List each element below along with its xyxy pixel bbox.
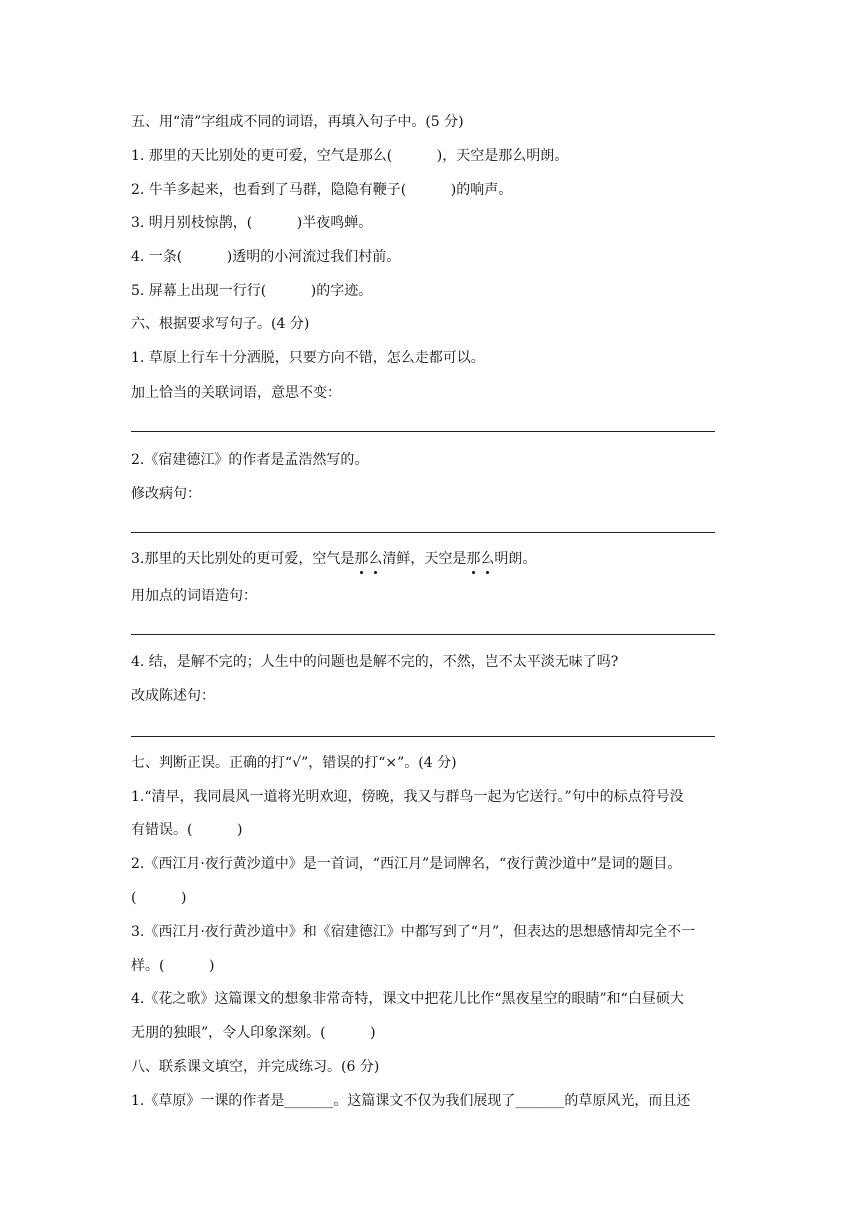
section-5-title: 五、用“清”字组成不同的词语，再填入句子中。(5 分) (131, 114, 464, 130)
section-7-line: 样。( ) (131, 958, 215, 974)
section-7-line: ( ) (131, 890, 187, 906)
section-5-item-5: 5. 屏幕上出现一行行( )的字迹。 (131, 283, 373, 299)
section-6-q4-instruction: 改成陈述句： (131, 688, 215, 704)
dotted-char: 么 (480, 551, 495, 567)
section-7-line: 有错误。( ) (131, 822, 243, 838)
section-7-title: 七、判断正误。正确的打“√”，错误的打“×”。(4 分) (131, 755, 457, 771)
section-5-item-4: 4. 一条( )透明的小河流过我们村前。 (131, 249, 401, 265)
q3-part-1: 3.那里的天比别处的更可爱，空气是 (131, 551, 355, 567)
section-5-item-3: 3. 明月别枝惊鹊，( )半夜鸣蝉。 (131, 215, 373, 231)
answer-line-q2[interactable] (131, 532, 715, 533)
q3-part-3: 明朗。 (494, 551, 537, 567)
section-6-q3-instruction: 用加点的词语造句： (131, 588, 257, 604)
q3-part-2: 清鲜，天空是 (382, 551, 467, 567)
section-8-line: 1.《草原》一课的作者是_______。这篇课文不仅为我们展现了_______的草原风光，而且还 (131, 1093, 691, 1109)
section-7-line: 1.“清早，我同晨风一道将光明欢迎，傍晚，我又与群鸟一起为它送行。”句中的标点符号没 (131, 789, 684, 805)
section-6-q4-text: 4. 结，是解不完的；人生中的问题也是解不完的，不然，岂不太平淡无味了吗? (131, 654, 619, 670)
answer-line-q1[interactable] (131, 431, 715, 432)
section-5-item-2: 2. 牛羊多起来，也看到了马群，隐隐有鞭子( )的响声。 (131, 182, 513, 198)
answer-line-q4[interactable] (131, 736, 715, 737)
section-6-title: 六、根据要求写句子。(4 分) (131, 316, 310, 332)
section-6-q1-text: 1. 草原上行车十分洒脱，只要方向不错，怎么走都可以。 (131, 350, 485, 366)
dotted-char: 那 (466, 551, 481, 567)
section-7-line: 4.《花之歌》这篇课文的想象非常奇特，课文中把花儿比作“黑夜星空的眼睛”和“白昼硕大 (131, 991, 684, 1007)
section-8-title: 八、联系课文填空，并完成练习。(6 分) (131, 1059, 380, 1075)
section-6-q1-instruction: 加上恰当的关联词语，意思不变： (131, 385, 341, 401)
dotted-char: 么 (368, 551, 383, 567)
dotted-char: 那 (354, 551, 369, 567)
section-7-line: 无朋的独眼”，令人印象深刻。( ) (131, 1025, 376, 1041)
section-6-q2-text: 2.《宿建德江》的作者是孟浩然写的。 (131, 452, 369, 468)
section-6-q3-text (131, 549, 536, 569)
section-7-line: 3.《西江月·夜行黄沙道中》和《宿建德江》中都写到了“月”，但表达的思想感情却完全不一 (131, 924, 696, 940)
section-5-item-1: 1. 那里的天比别处的更可爱，空气是那么( )，天空是那么明朗。 (131, 148, 569, 164)
answer-line-q3[interactable] (131, 634, 715, 635)
section-6-q2-instruction: 修改病句： (131, 486, 201, 502)
section-7-line: 2.《西江月·夜行黄沙道中》是一首词，“西江月”是词牌名，“夜行黄沙道中”是词的题目。 (131, 856, 682, 872)
